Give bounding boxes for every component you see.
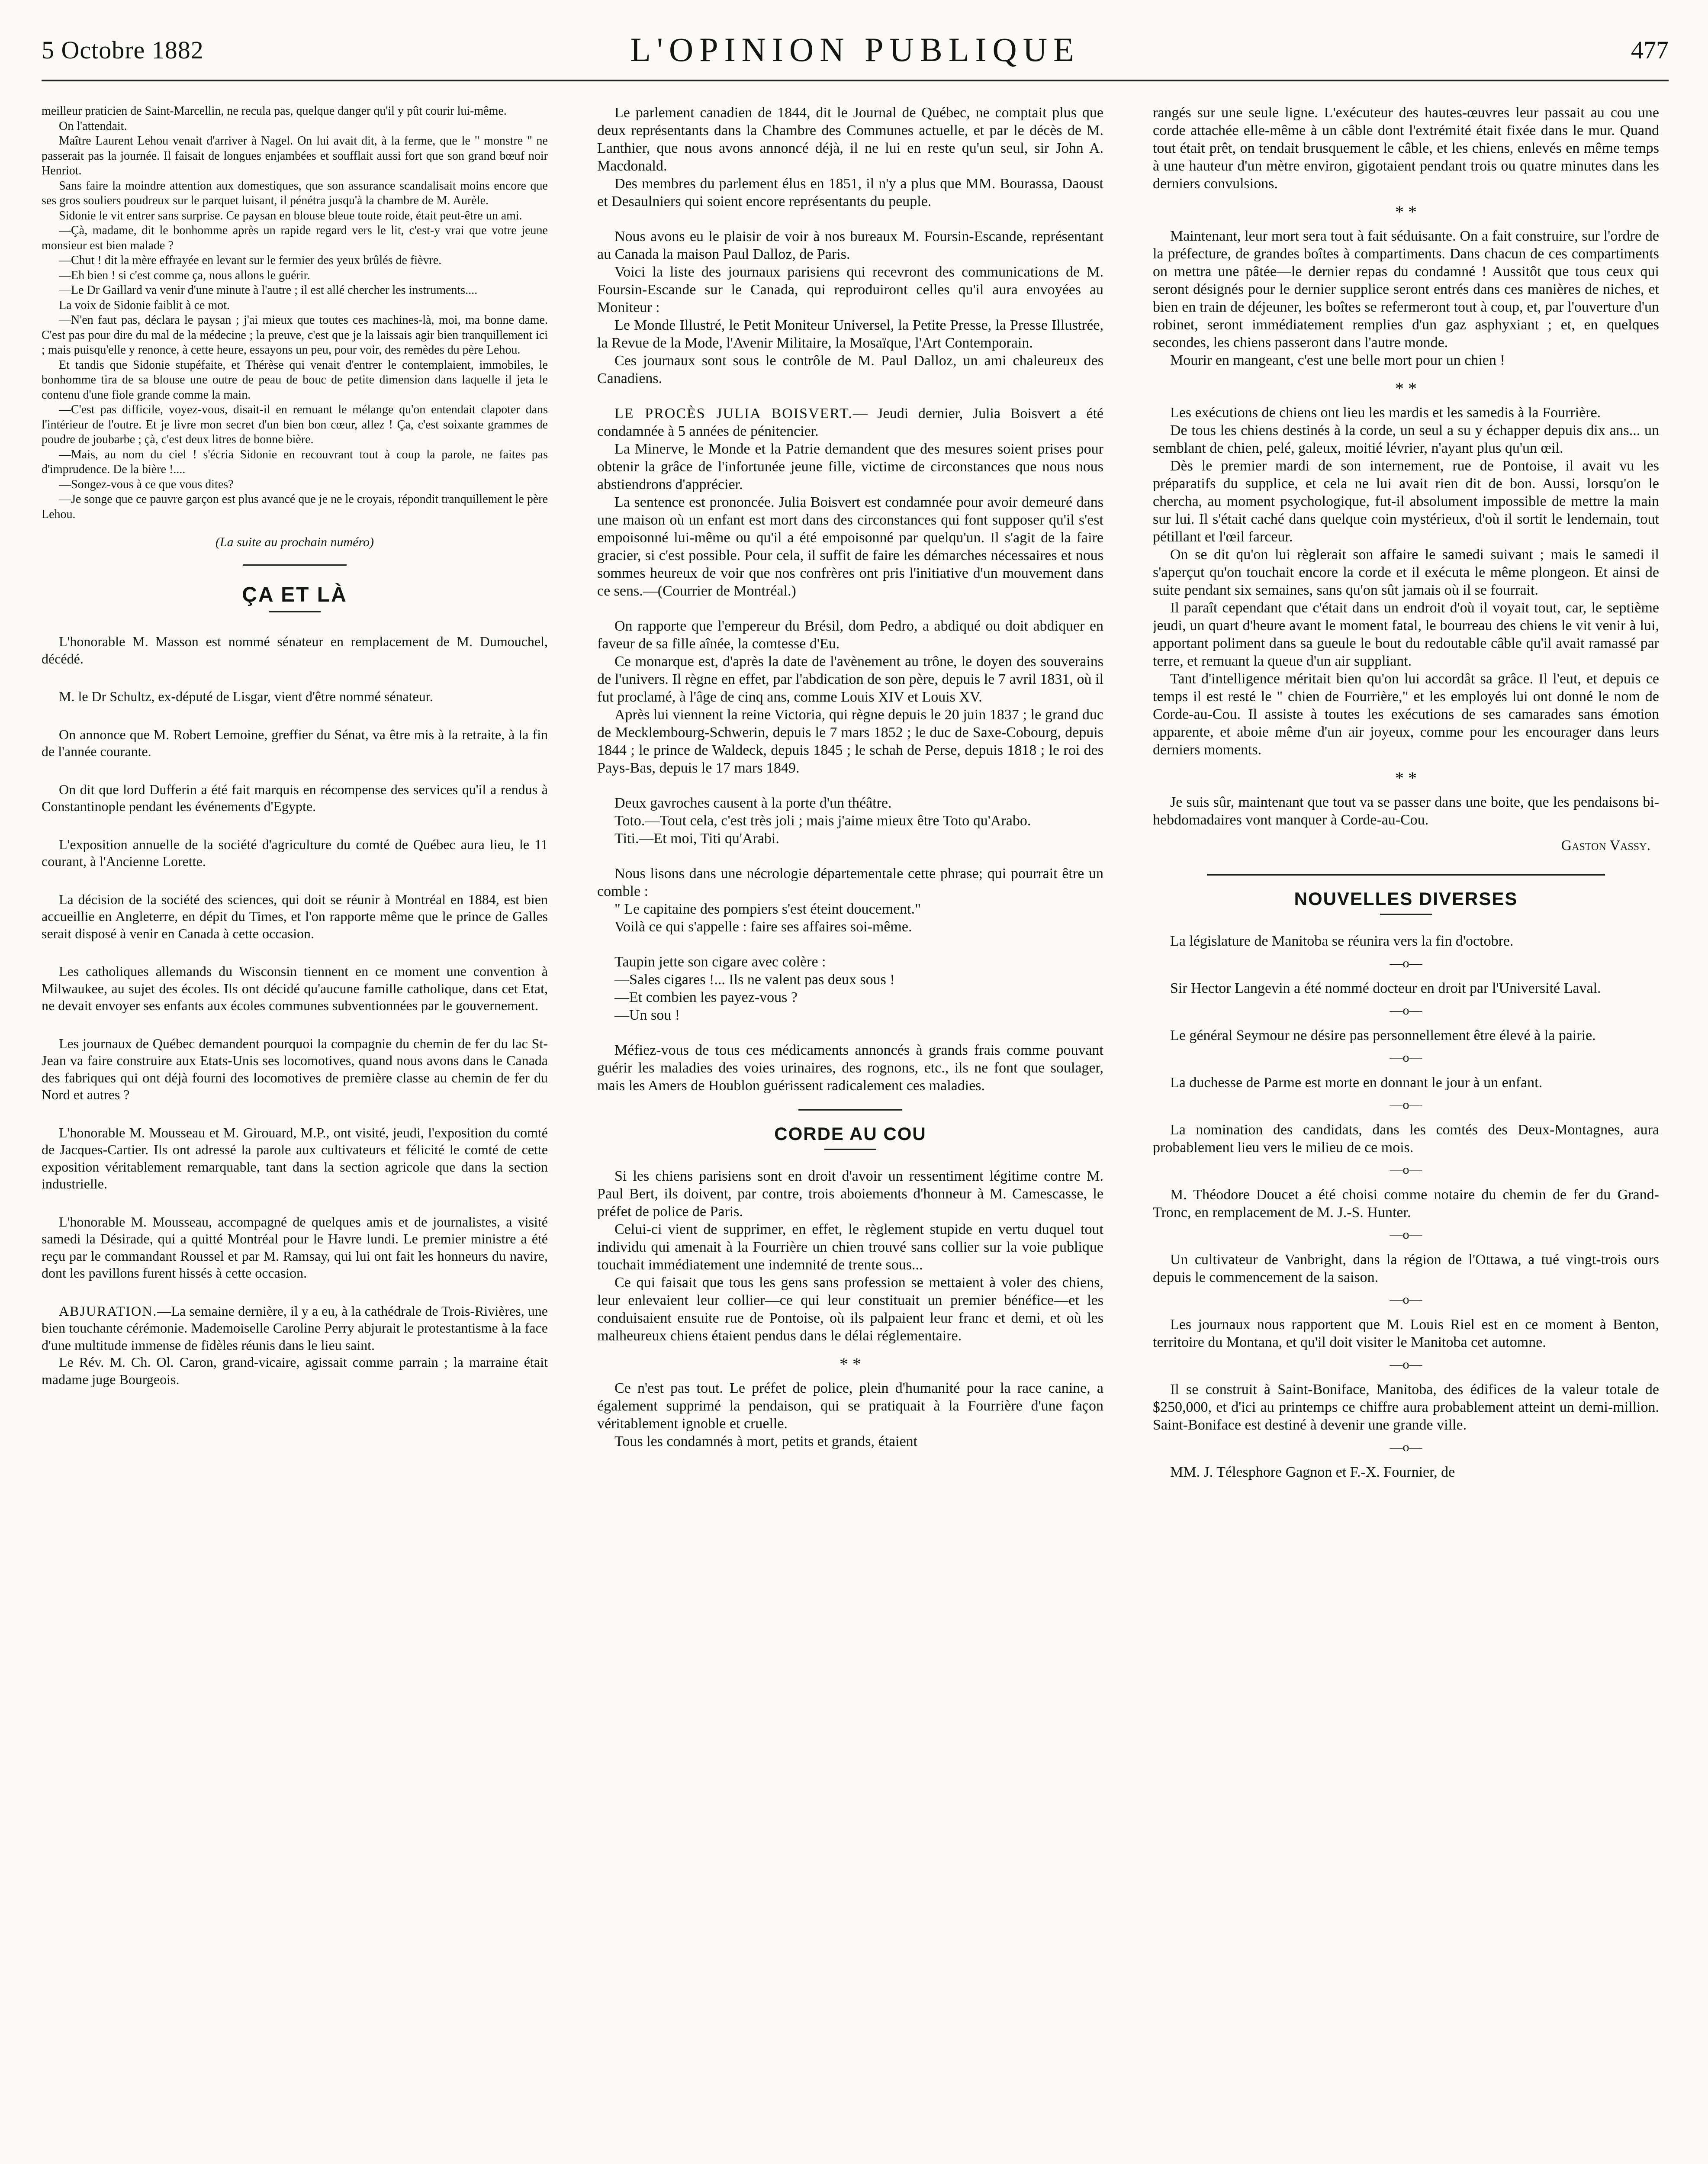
news-item: Les journaux nous rapportent que M. Louis Riel est en ce moment à Benton, territoire du Montana, et qu'il doit visiter le Manitoba cet automne. <box>1153 1317 1659 1350</box>
news-item: Un cultivateur de Vanbright, dans la région de l'Ottawa, a tué vingt-trois ours depuis le commencement de la saison. <box>1153 1252 1659 1285</box>
newspaper-title: L'OPINION PUBLIQUE <box>630 31 1080 68</box>
section-heading-nouvelles-diverses: NOUVELLES DIVERSES <box>1294 889 1518 909</box>
article-paragraph: Tant d'intelligence méritait bien qu'on lui accordât sa grâce. Il l'eut, et depuis ce temps il est resté le " chien de Fourrière," et les employés lui ont donné le nom de Corde-au-Cou. Il assiste à toutes les exécutions de ses camarades sans émotion apparente, et aboie même d'un air joyeux, comme pour les encourager dans leurs derniers moments. <box>1153 671 1659 758</box>
divider <box>824 1149 876 1150</box>
item-separator: —o— <box>1390 1050 1422 1065</box>
section-heading-ca-et-la: ÇA ET LÀ <box>242 583 347 606</box>
news-item: M. Théodore Doucet a été choisi comme notaire du chemin de fer du Grand-Tronc, en remplacement de M. J.-S. Hunter. <box>1153 1187 1659 1220</box>
article-paragraph: Il paraît cependant que c'était dans un endroit d'où il voyait tout, car, le septième jeudi, un quart d'heure avant le moment fatal, le bourreau des chiens le vit venir à lui, apportant poliment dans sa gueule le bout du redoutable câble qu'il avait ramassé par terre, et remuant la queue d'un air suppliant. <box>1153 600 1659 669</box>
article-paragraph: Je suis sûr, maintenant que tout va se passer dans une boite, que les pendaisons bi-hebdomadaires vont manquer à Corde-au-Cou. <box>1153 794 1659 828</box>
item-text: —La semaine dernière, il y a eu, à la cathédrale de Trois-Rivières, une bien touchante cérémonie. Mademoiselle Caroline Perry abjurait le protestantisme à la face d'une multitude immense de fidèles réunis dans le lieu saint. <box>42 1303 548 1353</box>
news-item: Le Monde Illustré, le Petit Moniteur Universel, la Petite Presse, la Presse Illustrée, la Revue de la Mode, l'Avenir Militaire, la Mosaïque, l'Art Contemporain. <box>597 317 1103 351</box>
news-item: La duchesse de Parme est morte en donnant le jour à un enfant. <box>1170 1075 1543 1091</box>
news-item: L'honorable M. Mousseau et M. Girouard, M.P., ont visité, jeudi, l'exposition du comté de Jacques-Cartier. Ils ont adressé la parole aux cultivateurs et félicité le comté de cette exposition véritablement remarquable, tant dans la section agricole que dans la section industrielle. <box>42 1124 548 1191</box>
item-separator: —o— <box>1390 1098 1422 1112</box>
news-item: Nous lisons dans une nécrologie départementale cette phrase; qui pourrait être un comble : <box>597 866 1103 899</box>
quote-line: " Le capitaine des pompiers s'est éteint doucement." <box>614 901 921 917</box>
item-separator: —o— <box>1390 1163 1422 1177</box>
story-paragraph: —Songez-vous à ce que vous dites? <box>59 477 234 491</box>
story-paragraph: —Eh bien ! si c'est comme ça, nous allons le guérir. <box>59 268 310 282</box>
advertisement-note: Méfiez-vous de tous ces médicaments annoncés à grands frais comme pouvant guérir les maladies des voies urinaires, des rognons, etc., ils ne font que soulager, mais les Amers de Houblon guérissent radicalement ces maladies. <box>597 1042 1103 1094</box>
asterism: * * <box>1395 202 1417 222</box>
divider <box>798 1109 902 1111</box>
news-item: Sir Hector Langevin a été nommé docteur en droit par l'Université Laval. <box>1170 980 1601 996</box>
item-text: — Jeudi dernier, Julia Boisvert a été condamnée à 5 années de pénitencier. <box>597 406 1103 439</box>
item-separator: —o— <box>1390 1440 1422 1454</box>
article-paragraph: De tous les chiens destinés à la corde, un seul a su y échapper depuis dix ans... un semblant de chien, pelé, galeux, moitié lévrier, n'ayant plus qu'un œil. <box>1153 422 1659 456</box>
news-item: M. le Dr Schultz, ex-député de Lisgar, vient d'être nommé sénateur. <box>59 689 433 704</box>
story-paragraph: —Le Dr Gaillard va venir d'une minute à l'autre ; il est allé chercher les instruments.... <box>59 283 478 297</box>
story-paragraph: Maître Laurent Lehou venait d'arriver à Nagel. On lui avait dit, à la ferme, que le " monstre " ne passerait pas la journée. Il faisait de longues enjambées et soufflait aussi fort que son grand bœuf noir Henriot. <box>42 134 548 177</box>
news-item: Ces journaux sont sous le contrôle de M. Paul Dalloz, un ami chaleureux des Canadiens. <box>597 353 1103 386</box>
story-paragraph: meilleur praticien de Saint-Marcellin, ne recula pas, quelque danger qu'il y pût courir lui-même. <box>42 104 507 118</box>
masthead <box>42 28 1669 81</box>
issue-date: 5 Octobre 1882 <box>42 36 204 64</box>
story-paragraph: —Chut ! dit la mère effrayée en levant sur le fermier des yeux brûlés de fièvre. <box>59 254 442 267</box>
story-paragraph: —Je songe que ce pauvre garçon est plus avancé que je ne le croyais, répondit tranquillement le père Lehou. <box>42 493 548 521</box>
news-item: On annonce que M. Robert Lemoine, greffier du Sénat, va être mis à la retraite, à la fin de l'année courante. <box>42 726 548 759</box>
article-paragraph: Maintenant, leur mort sera tout à fait séduisante. On a fait construire, sur l'ordre de la préfecture, de grandes boîtes à compartiments. Dans chacun de ces compartiments on mettra une pâtée—le dernier repas du condamné ! Aussitôt que tous ceux qui seront désignés pour le dernier supplice seront entrés dans ces manières de niches, et bien en train de déjeuner, les boîtes se refermeront tout à coup, et, par l'ouverture d'un robinet, seront immédiatement remplies d'un gaz asphyxiant ; et, en quelques secondes, les chiens passeront dans l'autre monde. <box>1153 228 1659 351</box>
article-paragraph: On se dit qu'on lui règlerait son affaire le samedi suivant ; mais le samedi il s'aperçut qu'on touchait encore la corde et il exécuta le même plongeon. Et ainsi de suite pendant six semaines, sans qu'on sût jamais où il se fourrait. <box>1153 547 1659 598</box>
story-paragraph: Sidonie le vit entrer sans surprise. Ce paysan en blouse bleue toute roide, était peut-être un ami. <box>59 209 522 222</box>
article-paragraph: Celui-ci vient de supprimer, en effet, le règlement stupide en vertu duquel tout individu qui amenait à la Fourrière un chien trouvé sans collier sur la voie publique touchait immédiatement une indemnité de trente sous... <box>597 1221 1103 1273</box>
news-item: Nous avons eu le plaisir de voir à nos bureaux M. Foursin-Escande, représentant au Canada la maison Paul Dalloz, de Paris. <box>597 229 1103 262</box>
item-kicker: ABJURATION. <box>59 1303 158 1319</box>
dialogue-line: Titi.—Et moi, Titi qu'Arabi. <box>614 831 779 847</box>
article-paragraph: rangés sur une seule ligne. L'exécuteur des hautes-œuvres leur passait au cou une corde attachée elle-même à un câble dont l'extrémité était fixée dans le mur. Quand tout était prêt, on tendait brusquement le câble, et les chiens, enlevés en même temps à une hauteur d'un mètre environ, gigotaient pendant trois ou quatre minutes dans les derniers convulsions. <box>1153 105 1659 192</box>
dialogue-line: —Un sou ! <box>614 1007 680 1023</box>
news-item: La législature de Manitoba se réunira vers la fin d'octobre. <box>1170 933 1514 949</box>
news-item: Voilà ce qui s'appelle : faire ses affaires soi-même. <box>614 919 912 935</box>
item-separator: —o— <box>1390 1292 1422 1307</box>
continuation-note: (La suite au prochain numéro) <box>215 535 374 549</box>
story-paragraph: —N'en faut pas, déclara le paysan ; j'ai mieux que toutes ces machines-là, moi, ma bonne dame. C'est pas pour dire du mal de la médecine ; la preuve, c'est que je la laissais agir bien tranquillement ici ; mais puisqu'elle y renonce, à cette heure, essayons un peu, pour voir, des remèdes du père Lehou. <box>42 313 548 357</box>
item-separator: —o— <box>1390 1003 1422 1018</box>
news-item: On rapporte que l'empereur du Brésil, dom Pedro, a abdiqué ou doit abdiquer en faveur de sa fille aînée, la comtesse d'Eu. <box>597 618 1103 652</box>
article-paragraph: Tous les condamnés à mort, petits et grands, étaient <box>614 1433 918 1449</box>
item-separator: —o— <box>1390 1227 1422 1242</box>
news-item: La décision de la société des sciences, qui doit se réunir à Montréal en 1884, est bien accueillie en Angleterre, en dépit du Times, et l'on rapporte même que le prince de Galles serait disposé à venir en Canada à cette occasion. <box>42 891 548 941</box>
dialogue-line: Toto.—Tout cela, c'est très joli ; mais j'aime mieux être Toto qu'Arabo. <box>614 813 1031 829</box>
section-heading-corde-au-cou: CORDE AU COU <box>774 1124 926 1144</box>
serial-story <box>42 104 548 522</box>
abjuration-item <box>42 1303 548 1354</box>
news-item: La nomination des candidats, dans les comtés des Deux-Montagnes, aura probablement lieu vers le milieu de ce mois. <box>1153 1122 1659 1156</box>
dialogue-line: Taupin jette son cigare avec colère : <box>614 954 826 970</box>
news-item: Le Rév. M. Ch. Ol. Caron, grand-vicaire, agissait comme parrain ; la marraine était madame juge Bourgeois. <box>42 1354 548 1387</box>
story-paragraph: —Mais, au nom du ciel ! s'écria Sidonie en recouvrant tout à coup la parole, ne faites pas d'imprudence. De la bière !.... <box>42 448 548 476</box>
news-item: Voici la liste des journaux parisiens qui recevront des communications de M. Foursin-Escande sur le Canada, qui reproduiront celles qu'il aura envoyées au Moniteur : <box>597 264 1103 316</box>
asterism: * * <box>1395 379 1417 398</box>
story-paragraph: —C'est pas difficile, voyez-vous, disait-il en remuant le mélange qu'on entendait clapoter dans l'intérieur de l'outre. Et je livre mon secret d'un bien bon cœur, allez ! Ça, c'est soixante grammes de poudre de joubarbe ; çà, c'est deux litres de bonne bière. <box>42 403 548 446</box>
news-item: La Minerve, le Monde et la Patrie demandent que des mesures soient prises pour obtenir la grâce de l'infortunée jeune fille, victime de circonstances que nous nous abstiendrons d'apprécier. <box>597 441 1103 493</box>
news-item: Ce monarque est, d'après la date de l'avènement au trône, le doyen des souverains de l'univers. Il règne en effet, par l'abdication de son père, depuis le 7 avril 1831, où il fut proclamé, à l'âge de cinq ans, comme Louis XIV et Louis XV. <box>597 654 1103 705</box>
news-item: La sentence est prononcée. Julia Boisvert est condamnée pour avoir demeuré dans une maison où un enfant est mort dans des circonstances qui font supposer qu'il s'est empoisonné lui-même ou qu'il a été empoisonné par quelqu'un. Il s'agit de la faire gracier, si c'est possible. Pour cela, il suffit de faire les démarches nécessaires et nous sommes heureux de voir que nos confrères ont pris l'initiative d'un mouvement dans ce sens.—(Courrier de Montréal.) <box>597 494 1103 599</box>
news-item: Les catholiques allemands du Wisconsin tiennent en ce moment une convention à Milwaukee, au sujet des écoles. Ils ont décidé qu'aucune famille catholique, dans cet Etat, ne devait envoyer ses enfants aux écoles communes subventionnées par le gouvernement. <box>42 963 548 1013</box>
article-paragraph: Dès le premier mardi de son internement, rue de Pontoise, il avait vu les préparatifs du supplice, et cela ne lui avait rien dit de bon. Aussi, lorsqu'on le chercha, au moment psychologique, fut-il absolument impossible de mettre la main sur lui. Il s'était caché dans quelque coin mystérieux, d'où il sortit le lendemain, tout pétillant et l'œil farceur. <box>1153 458 1659 545</box>
item-kicker: LE PROCÈS JULIA BOISVERT. <box>614 406 853 422</box>
column-1 <box>42 104 548 2164</box>
dialogue-line: —Sales cigares !... Ils ne valent pas deux sous ! <box>614 972 895 988</box>
author-signature: Gaston Vassy. <box>1561 837 1650 853</box>
asterism: * * <box>840 1354 861 1374</box>
article-paragraph: Les exécutions de chiens ont lieu les mardis et les samedis à la Fourrière. <box>1170 405 1601 421</box>
dialogue-line: —Et combien les payez-vous ? <box>614 989 798 1005</box>
divider <box>1207 874 1605 876</box>
article-paragraph: Ce qui faisait que tous les gens sans profession se mettaient à voler des chiens, leur enlevaient leur collier—ce qui leur constituait un premier bénéfice—et les conduisaient ensuite rue de Pontoise, où ils palpaient leur franc et demi, et où les malheureux chiens étaient pendus dans le délai réglementaire. <box>597 1275 1103 1344</box>
news-item: L'honorable M. Mousseau, accompagné de quelques amis et de journalistes, a visité samedi la Désirade, qui a quitté Montréal pour le Havre lundi. Le premier ministre a été reçu par le commandant Roussel et par M. Ramsay, qui lui ont fait les honneurs du navire, dont les pavillons furent hissés à cette occasion. <box>42 1214 548 1281</box>
story-paragraph: Et tandis que Sidonie stupéfaite, et Thérèse qui venait d'entrer le contemplaient, immobiles, le bonhomme tira de sa blouse une outre de peau de bouc de petite dimension dans laquelle il jeta le contenu d'une fiole grande comme la main. <box>42 358 548 402</box>
news-item: L'honorable M. Masson est nommé sénateur en remplacement de M. Dumouchel, décédé. <box>42 634 548 667</box>
news-item: Le général Seymour ne désire pas personnellement être élevé à la pairie. <box>1170 1027 1596 1043</box>
news-item: Des membres du parlement élus en 1851, il n'y a plus que MM. Bourassa, Daoust et Desaulniers qui soient encore représentants du peuple. <box>597 176 1103 209</box>
news-item: Le parlement canadien de 1844, dit le Journal de Québec, ne comptait plus que deux représentants dans la Chambre des Communes actuelle, et par le décès de M. Lanthier, que nous avons annoncé déjà, il ne lui en reste qu'un seul, sir John A. Macdonald. <box>597 105 1103 174</box>
divider <box>269 611 321 612</box>
divider <box>243 564 347 566</box>
news-item <box>597 405 1103 440</box>
item-separator: —o— <box>1390 1357 1422 1372</box>
column-2 <box>597 104 1103 2164</box>
dialogue-line: Deux gavroches causent à la porte d'un théâtre. <box>614 795 892 811</box>
news-item: L'exposition annuelle de la société d'agriculture du comté de Québec aura lieu, le 11 courant, à l'Ancienne Lorette. <box>42 836 548 869</box>
news-item: On dit que lord Dufferin a été fait marquis en récompense des services qu'il a rendus à Constantinople pendant les événements d'Egypte. <box>42 781 548 814</box>
article-paragraph: Mourir en mangeant, c'est une belle mort pour un chien ! <box>1170 352 1505 368</box>
story-paragraph: —Çà, madame, dit le bonhomme après un rapide regard vers le lit, c'est-y vrai que votre jeune monsieur est bien malade ? <box>42 224 548 252</box>
column-3 <box>1153 104 1659 2164</box>
story-paragraph: On l'attendait. <box>59 119 127 133</box>
story-paragraph: La voix de Sidonie faiblit à ce mot. <box>59 298 230 312</box>
news-item: Il se construit à Saint-Boniface, Manitoba, des édifices de la valeur totale de $250,000, et d'ici au printemps ce chiffre aura probablement atteint un demi-million. Saint-Boniface est destiné à devenir une grande ville. <box>1153 1381 1659 1433</box>
article-paragraph: Ce n'est pas tout. Le préfet de police, plein d'humanité pour la race canine, a également supprimé la pendaison, qui se pratiquait à la Fourrière d'une façon véritablement ignoble et cruelle. <box>597 1380 1103 1432</box>
news-item: Les journaux de Québec demandent pourquoi la compagnie du chemin de fer du lac St-Jean va faire construire aux Etats-Unis ses locomotives, quand nous avons dans le Canada des fabriques qui ont déjà fourni des locomotives de première classe au chemin de fer du Nord et autres ? <box>42 1035 548 1102</box>
news-item: Après lui viennent la reine Victoria, qui règne depuis le 20 juin 1837 ; le grand duc de Mecklembourg-Schwerin, depuis le 7 mars 1852 ; le duc de Saxe-Cobourg, depuis 1844 ; le prince de Waldeck, depuis 1845 ; le schah de Perse, depuis 1818 ; le roi des Pays-Bas, depuis le 17 mars 1849. <box>597 707 1103 776</box>
asterism: * * <box>1395 768 1417 788</box>
divider <box>1380 914 1432 915</box>
news-item: MM. J. Télesphore Gagnon et F.-X. Fournier, de <box>1170 1464 1455 1480</box>
item-separator: —o— <box>1390 956 1422 970</box>
story-paragraph: Sans faire la moindre attention aux domestiques, que son assurance scandalisait moins encore que ses gros souliers poudreux sur le parquet luisant, il pénétra jusqu'à la chambre de M. Aurèle. <box>42 179 548 207</box>
article-paragraph: Si les chiens parisiens sont en droit d'avoir un ressentiment légitime contre M. Paul Bert, ils doivent, par contre, trois aboiements d'honneur à M. Camescasse, le préfet de police de Paris. <box>597 1168 1103 1220</box>
page-number: 477 <box>1631 36 1669 64</box>
